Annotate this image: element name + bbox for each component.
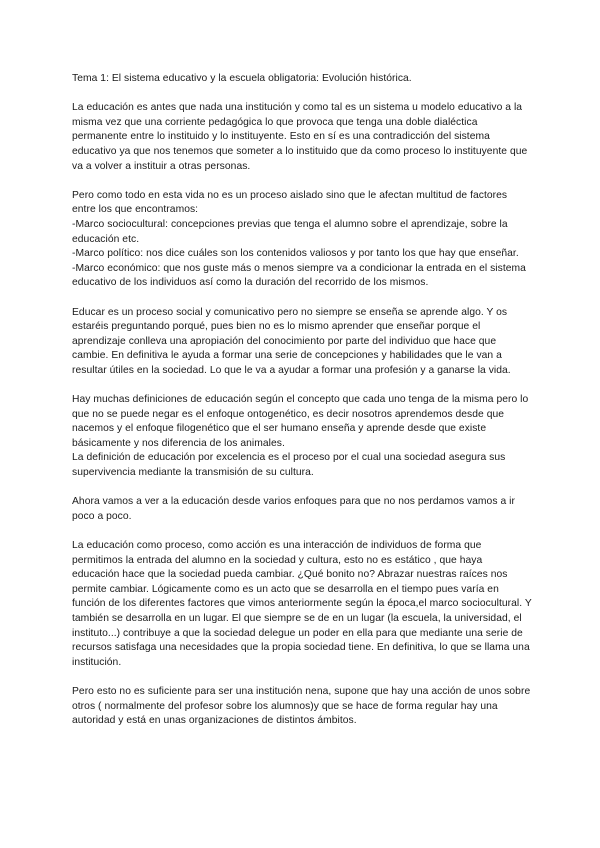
paragraph-definiciones-a: Hay muchas definiciones de educación según el concepto que cada uno tenga de la misma pero lo que no se puede negar es el enfoque ontogenético, es decir nosotros aprendemos desde que nacemos y el enfoque filogenético que el ser humano enseña y aprende desde que existe básicamente y nos diferencia de los animales. <box>72 394 529 449</box>
paragraph-definiciones <box>72 393 532 481</box>
paragraph-enfoques: Ahora vamos a ver a la educación desde varios enfoques para que no nos perdamos vamos a ir poco a poco. <box>72 496 515 522</box>
list-item-marco-sociocultural: -Marco sociocultural: concepciones previas que tenga el alumno sobre el aprendizaje, sobre la educación etc. <box>72 218 508 245</box>
paragraph-educar: Educar es un proceso social y comunicativo pero no siempre se enseña se aprende algo. Y os estaréis preguntando porqué, pues bien no es lo mismo aprender que enseñar porque el aprendizaje conlleva una apropiación del conocimiento por parte del individuo que hace que cambie. En definitiva le ayuda a formar una serie de concepciones y habilidades que le van a resultar útiles en la sociedad. Lo que le va a ayudar a formar una profesión y a ganarse la vida. <box>72 306 511 376</box>
list-item-marco-politico: -Marco político: nos dice cuáles son los contenidos valiosos y por tanto los que hay que enseñar. <box>72 248 519 260</box>
list-item-marco-economico: -Marco económico: que nos guste más o menos siempre va a condicionar la entrada en el sistema educativo de los individuos así como la duración del recorrido de los mismos. <box>72 262 526 289</box>
paragraph-factores-intro: Pero como todo en esta vida no es un proceso aislado sino que le afectan multitud de factores entre los que encontramos: <box>72 189 508 216</box>
document-body <box>72 72 532 743</box>
paragraph-proceso: La educación como proceso, como acción es una interacción de individuos de forma que permitimos la entrada del alumno en la sociedad y cultura, esto no es estático , que haya educación hace que la sociedad pueda cambiar. ¿Qué bonito no? Abrazar nuestras raíces nos permite cambiar. Lógicamente como es un acto que se desarrolla en el tiempo pues varía en función de los diferentes factores que vimos anteriormente según la época,el marco sociocultural. Y también se desarrolla en un lugar. El que siempre se de en un lugar (la escuela, la universidad, el instituto...) contribuye a que la sociedad delegue un poder en ella para que mediante una serie de recursos satisfaga una necesidades que la propia sociedad tiene. En definitiva, lo que se llama una institución. <box>72 540 532 668</box>
paragraph-institucion: La educación es antes que nada una institución y como tal es un sistema u modelo educativo a la misma vez que una corriente pedagógica lo que provoca que tenga una doble dialéctica permanente entre lo instituido y lo instituyente. Esto en sí es una contradicción del sistema educativo ya que nos tenemos que someter a lo instituido que da como proceso lo instituyente que va a volver a instituir a otras personas. <box>72 102 528 172</box>
paragraph-factores <box>72 189 532 291</box>
document-title: Tema 1: El sistema educativo y la escuela obligatoria: Evolución histórica. <box>72 73 412 84</box>
paragraph-definiciones-b: La definición de educación por excelencia es el proceso por el cual una sociedad asegura sus supervivencia mediante la transmisión de su cultura. <box>72 452 506 479</box>
paragraph-institucion-nena: Pero esto no es suficiente para ser una institución nena, supone que hay una acción de unos sobre otros ( normalmente del profesor sobre los alumnos)y que se hace de forma regular hay una autoridad y está en unas organizaciones de distintos ámbitos. <box>72 685 531 727</box>
